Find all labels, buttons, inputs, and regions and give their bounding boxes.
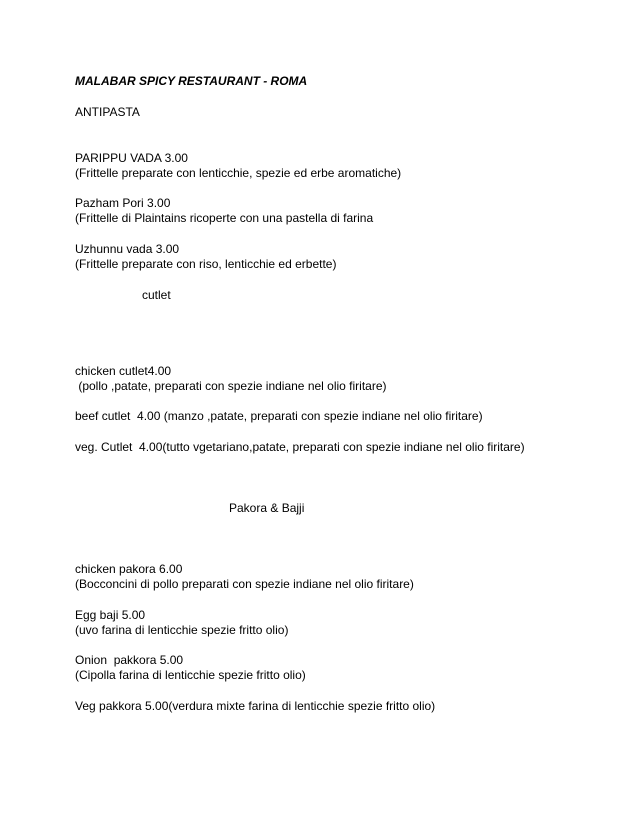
menu-item-name: chicken pakora 6.00 — [75, 562, 183, 576]
restaurant-title: MALABAR SPICY RESTAURANT - ROMA — [75, 74, 308, 88]
menu-item-name: Pazham Pori 3.00 — [75, 196, 171, 210]
menu-item-description: (Cipolla farina di lenticchie spezie fritto olio) — [75, 668, 306, 682]
menu-item-line: veg. Cutlet 4.00(tutto vgetariano,patate, preparati con spezie indiane nel olio firitare) — [75, 440, 525, 454]
menu-item-description: (pollo ,patate, preparati con spezie indiane nel olio firitare) — [75, 379, 387, 393]
menu-item-description: (Frittelle preparate con lenticchie, spezie ed erbe aromatiche) — [75, 166, 402, 180]
menu-item-name: PARIPPU VADA 3.00 — [75, 151, 188, 165]
section-heading-pakora: Pakora & Bajji — [229, 501, 305, 515]
menu-item-description: (Frittelle di Plaintains ricoperte con una pastella di farina — [75, 211, 374, 225]
menu-item-name: Egg baji 5.00 — [75, 608, 146, 622]
menu-item-name: chicken cutlet4.00 — [75, 364, 172, 378]
menu-item-description: (Frittelle preparate con riso, lenticchie ed erbette) — [75, 257, 337, 271]
section-heading-cutlet: cutlet — [142, 288, 171, 302]
menu-item-line: Veg pakkora 5.00(verdura mixte farina di lenticchie spezie fritto olio) — [75, 699, 436, 713]
section-heading-antipasta: ANTIPASTA — [75, 105, 140, 119]
menu-item-description: (uvo farina di lenticchie spezie fritto olio) — [75, 623, 289, 637]
menu-item-name: Onion pakkora 5.00 — [75, 653, 184, 667]
menu-item-name: Uzhunnu vada 3.00 — [75, 242, 180, 256]
menu-item-line: beef cutlet 4.00 (manzo ,patate, preparati con spezie indiane nel olio firitare) — [75, 409, 483, 423]
menu-item-description: (Bocconcini di pollo preparati con spezie indiane nel olio firitare) — [75, 577, 414, 591]
